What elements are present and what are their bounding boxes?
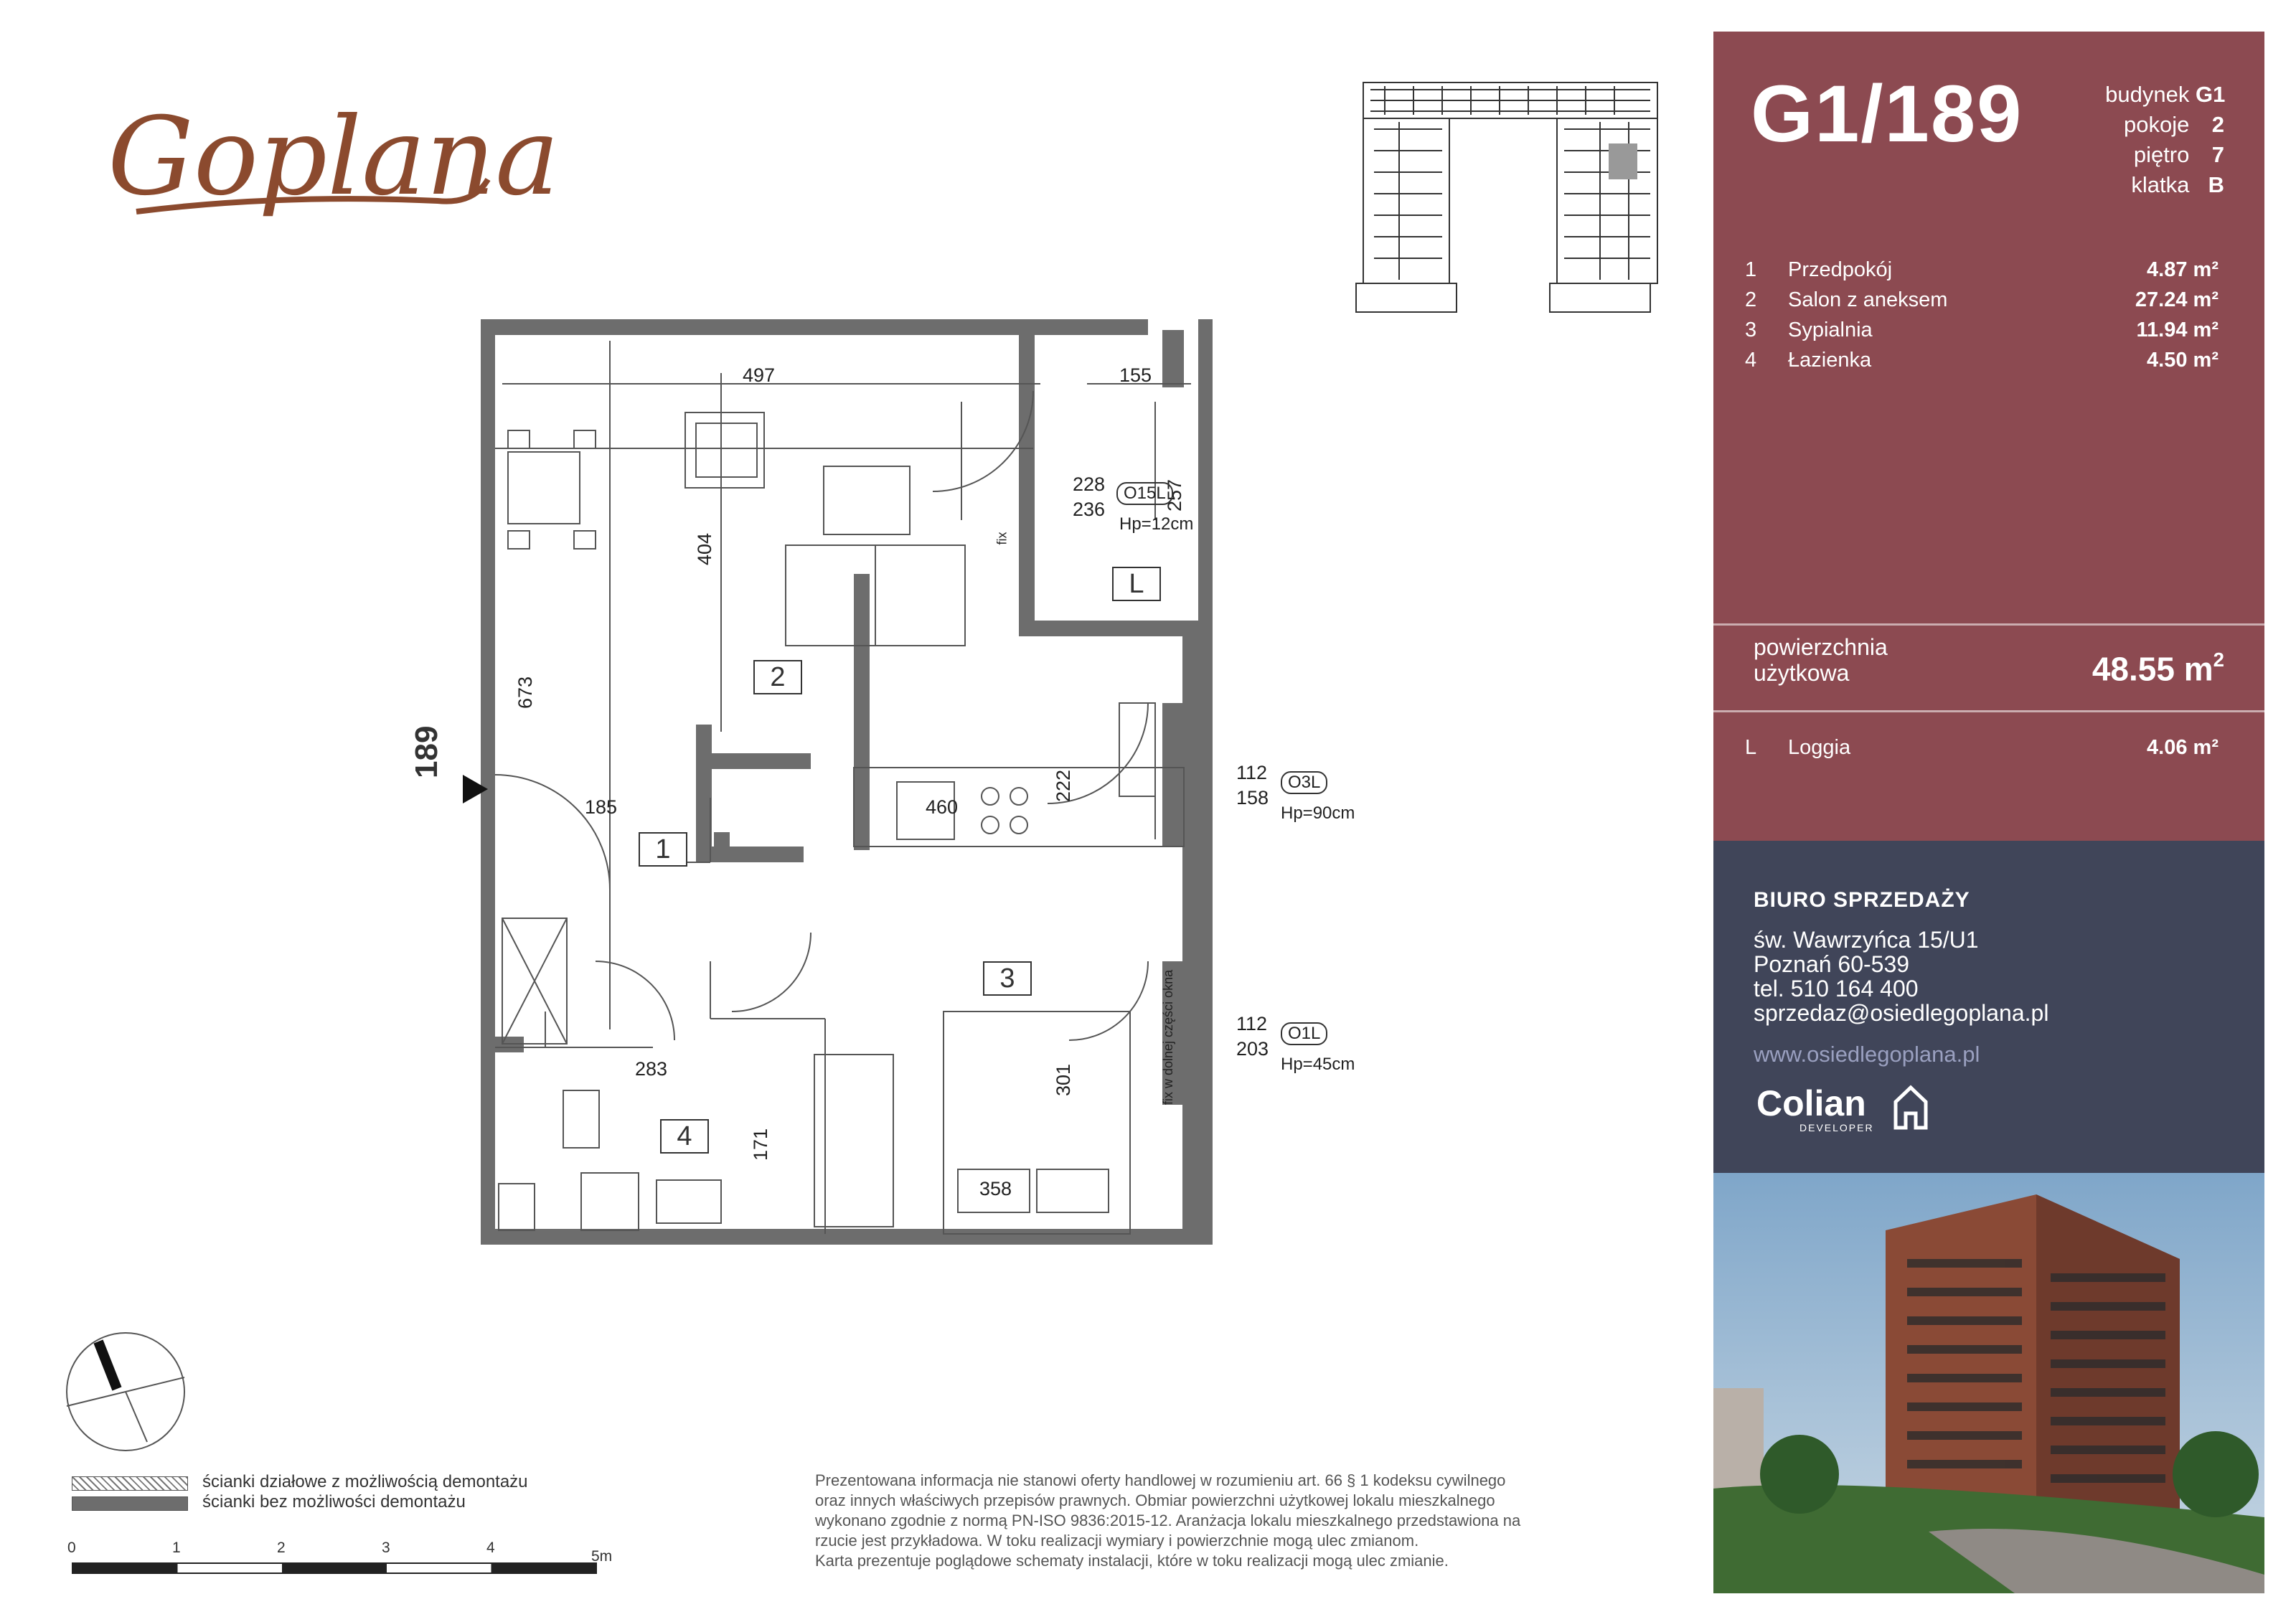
disclaimer-line: Karta prezentuje poglądowe schematy instalacji, które w toku realizacji mogą ulec zmianie. — [815, 1552, 1449, 1570]
house-icon — [1893, 1085, 1929, 1131]
dim-228: 228 — [1073, 473, 1106, 495]
developer-logo — [1756, 1085, 1929, 1142]
dim-257: 257 — [1164, 478, 1186, 512]
website-link[interactable]: www.osiedlegoplana.pl — [1754, 1042, 1980, 1067]
scale-tick-2: 2 — [277, 1540, 286, 1556]
dim-404: 404 — [694, 532, 716, 566]
window-sill-o15l: Hp=12cm — [1119, 514, 1194, 534]
window-sill-o1l: Hp=45cm — [1281, 1055, 1355, 1074]
meta-staircase: klatka B — [2131, 172, 2224, 197]
scale-tick-0: 0 — [67, 1540, 76, 1556]
apartment-code: G1/189 — [1751, 69, 2023, 159]
dim-358: 358 — [979, 1178, 1012, 1199]
legend-demountable: ścianki działowe z możliwością demontażu — [202, 1472, 528, 1491]
usable-area-value: 48.55 $m^2$ — [2092, 649, 2224, 688]
usable-area-label: powierzchnia użytkowa — [1754, 634, 1888, 686]
developer-name: Colian — [1756, 1083, 1866, 1123]
unit-highlight — [1609, 143, 1637, 179]
window-tag-o15l: O15L — [1116, 482, 1173, 505]
divider — [1713, 623, 2264, 626]
dim-158: 158 — [1236, 787, 1269, 808]
dim-155: 155 — [1119, 364, 1152, 386]
scale-tick-4: 4 — [486, 1540, 495, 1556]
room-label-2: 2 — [753, 660, 802, 694]
dim-673: 673 — [514, 676, 537, 709]
dim-283: 283 — [635, 1058, 668, 1080]
dim-236: 236 — [1073, 499, 1106, 520]
dim-171: 171 — [750, 1128, 772, 1161]
office-address-1: św. Wawrzyńca 15/U1 — [1754, 927, 1979, 953]
room-row: 1 Przedpokój 4.87 m² — [1745, 258, 2219, 281]
disclaimer-line: Prezentowana informacja nie stanowi oferty handlowej w rozumieniu art. 66 § 1 kodeksu cywilnego — [815, 1471, 1506, 1489]
disclaimer-line: rzucie jest przykładowa. W toku realizacji wymiary i powierzchnie mogą ulec zmianom. — [815, 1532, 1419, 1550]
room-row: 4 Łazienka 4.50 m² — [1745, 349, 2219, 372]
room-label-4: 4 — [660, 1119, 709, 1154]
building-render-image — [1713, 1173, 2264, 1593]
legend-swatch-demountable — [72, 1476, 188, 1491]
scale-bar — [72, 1562, 597, 1574]
disclaimer-line: oraz innych właściwych przepisów prawnych. Obmiar powierzchni użytkowej lokalu mieszkalnego — [815, 1491, 1495, 1509]
disclaimer-line: wykonano zgodnie z normą PN-ISO 9836:2015-12. Aranżacja lokalu mieszkalnego przedstawiona na — [815, 1512, 1521, 1529]
dim-222: 222 — [1053, 769, 1075, 803]
dim-460: 460 — [926, 796, 959, 818]
legend-non-demountable: ścianki bez możliwości demontażu — [202, 1492, 466, 1512]
loggia-row: L Loggia 4.06 m² — [1745, 736, 2219, 759]
sales-office-panel — [1713, 841, 2264, 1173]
building-key-plan — [1342, 79, 1665, 330]
divider — [1713, 710, 2264, 712]
dim-203: 203 — [1236, 1038, 1269, 1060]
room-row: 2 Salon z aneksem 27.24 m² — [1745, 288, 2219, 311]
apartment-info-panel — [1713, 32, 2264, 841]
scale-tick-5: 5m — [591, 1548, 613, 1565]
window-tag-o1l: O1L — [1281, 1022, 1327, 1045]
window-tag-o3l: O3L — [1281, 771, 1327, 794]
office-phone[interactable]: tel. 510 164 400 — [1754, 976, 1919, 1001]
office-title: BIURO SPRZEDAŻY — [1754, 888, 1970, 912]
unit-marker: 189 — [409, 725, 444, 778]
disclaimer — [815, 1471, 1590, 1571]
room-row: 3 Sypialnia 11.94 m² — [1745, 319, 2219, 341]
note-fix-lower: fix w dolnej części okna — [1161, 969, 1175, 1105]
dim-497: 497 — [743, 364, 776, 386]
meta-building: budynek G1 — [2105, 82, 2226, 107]
scale-tick-3: 3 — [382, 1540, 390, 1556]
note-fix: fix — [994, 532, 1010, 545]
meta-floor: piętro 7 — [2133, 142, 2224, 167]
office-email[interactable]: sprzedaz@osiedlegoplana.pl — [1754, 1000, 2049, 1026]
floor-plan — [402, 301, 1406, 1263]
dim-112-b: 112 — [1236, 1013, 1268, 1034]
meta-rooms: pokoje 2 — [2124, 112, 2224, 137]
scale-tick-1: 1 — [172, 1540, 181, 1556]
compass — [61, 1327, 190, 1456]
dim-112-a: 112 — [1236, 762, 1268, 783]
dim-185: 185 — [585, 796, 618, 818]
brand-logo — [93, 86, 560, 244]
dim-301: 301 — [1053, 1063, 1075, 1097]
legend-swatch-fixed — [72, 1496, 188, 1511]
logo-text: Goplana — [108, 95, 560, 220]
window-sill-o3l: Hp=90cm — [1281, 803, 1355, 823]
room-label-1: 1 — [639, 832, 687, 867]
developer-sub: DEVELOPER — [1799, 1122, 1874, 1133]
office-address-2: Poznań 60-539 — [1754, 951, 1910, 977]
room-label-3: 3 — [983, 961, 1032, 996]
room-label-loggia: L — [1112, 567, 1161, 601]
